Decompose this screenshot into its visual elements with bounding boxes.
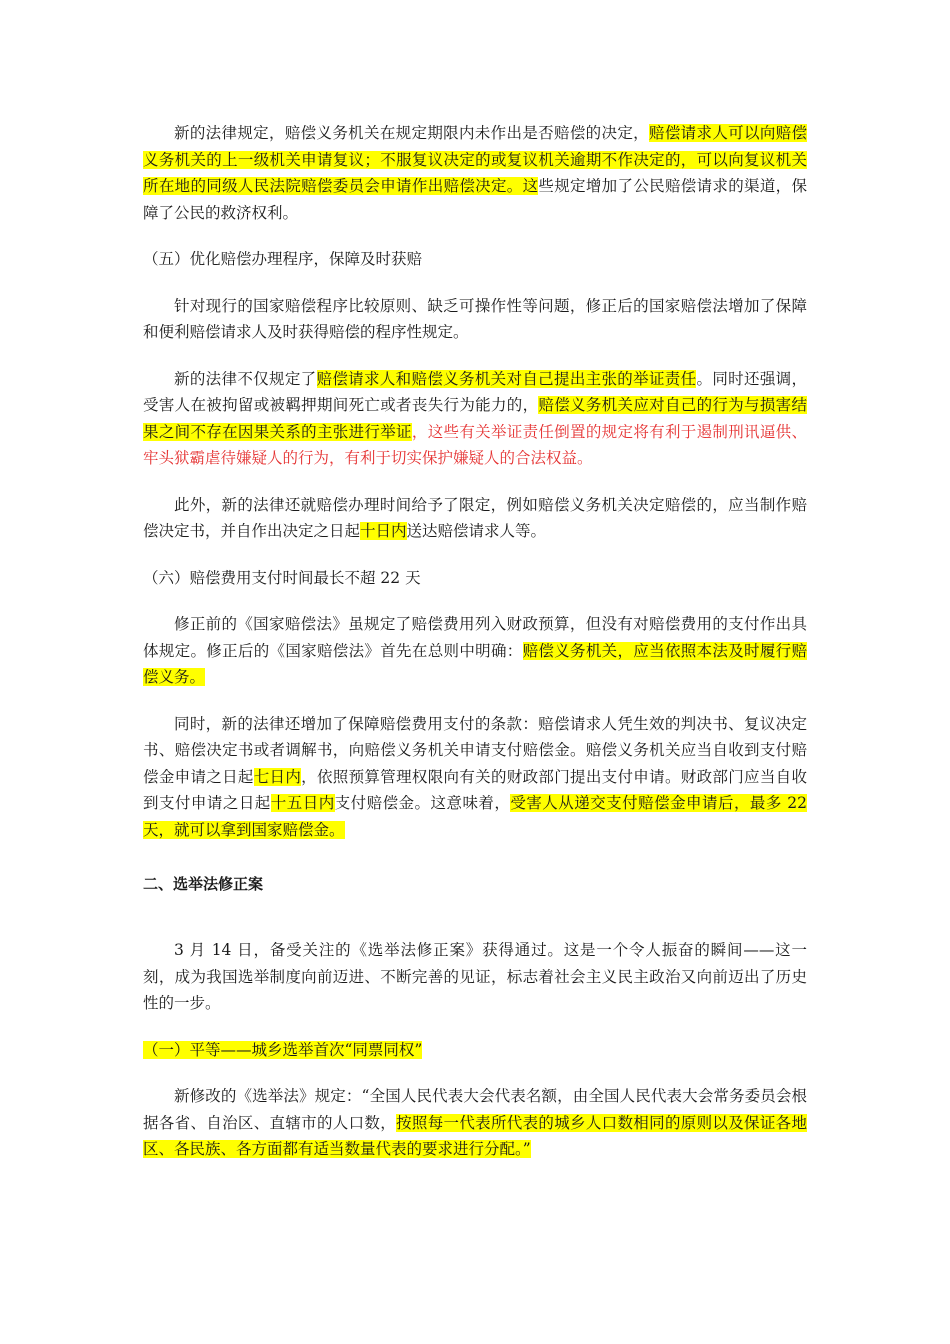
red-text: ，这些有关举证责任倒置的规定将有利于遏制刑讯逼供、牢头狱霸虐待嫌疑人的行为，有利于切实保护嫌疑人的合法权益。 <box>143 422 807 467</box>
section-heading-6: （六）赔偿费用支付时间最长不超 22 天 <box>143 568 421 587</box>
paragraph-time-limit <box>143 492 807 545</box>
paragraph-payment <box>143 711 807 844</box>
highlighted-text: 七日内 <box>253 767 302 786</box>
highlighted-text: 赔偿义务机关应对自己的行为与损害结果之间不存在因果关系的主张进行举证 <box>143 396 807 441</box>
section-heading-5: （五）优化赔偿办理程序，保障及时获赔 <box>143 250 423 268</box>
document-page <box>143 120 807 1183</box>
text: 支付赔偿金。这意味着， <box>334 794 511 812</box>
highlighted-text: 十五日内 <box>270 794 335 812</box>
text: 修正前的《国家赔偿法》虽规定了赔偿费用列入财政预算，但没有对赔偿费用的支付作出具体规定。修正后的《国家赔偿法》首先在总则中明确： <box>143 615 807 660</box>
text: 些规定增加了公民赔偿请求的渠道，保障了公民的救济权利。 <box>143 177 807 222</box>
highlighted-text: （一）平等——城乡选举首次“同票同权” <box>143 1040 423 1059</box>
paragraph-burden-of-proof <box>143 366 807 472</box>
highlighted-text: 赔偿请求人和赔偿义务机关对自己提出主张的举证责任 <box>316 369 697 388</box>
text: 同时，新的法律还增加了保障赔偿费用支付的条款：赔偿请求人凭生效的判决书、复议决定书、赔偿决定书或者调解书，向赔偿义务机关申请支付赔偿金。赔偿义务机关应当自收到支付赔偿金申请之日起 <box>143 714 807 786</box>
text: 新的法律不仅规定了 <box>174 369 317 388</box>
highlighted-text: 按照每一代表所代表的城乡人口数相同的原则以及保证各地区、各民族、各方面都有适当数量代表的要求进行分配。” <box>143 1113 807 1158</box>
text: ，依照预算管理权限向有关的财政部门提出支付申请。财政部门应当自收到支付申请之日起 <box>143 767 807 812</box>
text: 新修改的《选举法》规定：“全国人民代表大会代表名额，由全国人民代表大会常务委员会根据各省、自治区、直辖市的人口数， <box>143 1087 807 1132</box>
paragraph-quota <box>143 1083 807 1163</box>
chapter-heading-election-law: 二、选举法修正案 <box>143 875 264 893</box>
text: 新的法律规定，赔偿义务机关在规定期限内未作出是否赔偿的决定， <box>174 124 649 142</box>
paragraph-budget <box>143 611 807 691</box>
paragraph-review-channel <box>143 120 807 226</box>
highlighted-text: 受害人从递交支付赔偿金申请后，最多 22 天，就可以拿到国家赔偿金。 <box>143 794 807 839</box>
text: 送达赔偿请求人等。 <box>406 522 547 540</box>
text: 。同时还强调，受害人在被拘留或被羁押期间死亡或者丧失行为能力的， <box>143 369 807 414</box>
text: 此外，新的法律还就赔偿办理时间给予了限定，例如赔偿义务机关决定赔偿的，应当制作赔偿决定书，并自作出决定之日起 <box>143 495 807 540</box>
highlighted-text: 赔偿请求人可以向赔偿义务机关的上一级机关申请复议；不服复议决定的或复议机关逾期不作决定的，可以向复议机关所在地的同级人民法院赔偿委员会申请作出赔偿决定。这 <box>143 124 807 195</box>
paragraph-election-amendment: 3 月 14 日，备受关注的《选举法修正案》获得通过。这是一个令人振奋的瞬间——这一刻，成为我国选举制度向前迈进、不断完善的见证，标志着社会主义民主政治又向前迈出了历史性的一步。 <box>143 941 807 1012</box>
section-heading-equality <box>143 1037 807 1064</box>
paragraph-procedure: 针对现行的国家赔偿程序比较原则、缺乏可操作性等问题，修正后的国家赔偿法增加了保障和便利赔偿请求人及时获得赔偿的程序性规定。 <box>143 296 807 341</box>
highlighted-text: 赔偿义务机关，应当依照本法及时履行赔偿义务。 <box>143 641 807 686</box>
highlighted-text: 十日内 <box>360 522 407 540</box>
